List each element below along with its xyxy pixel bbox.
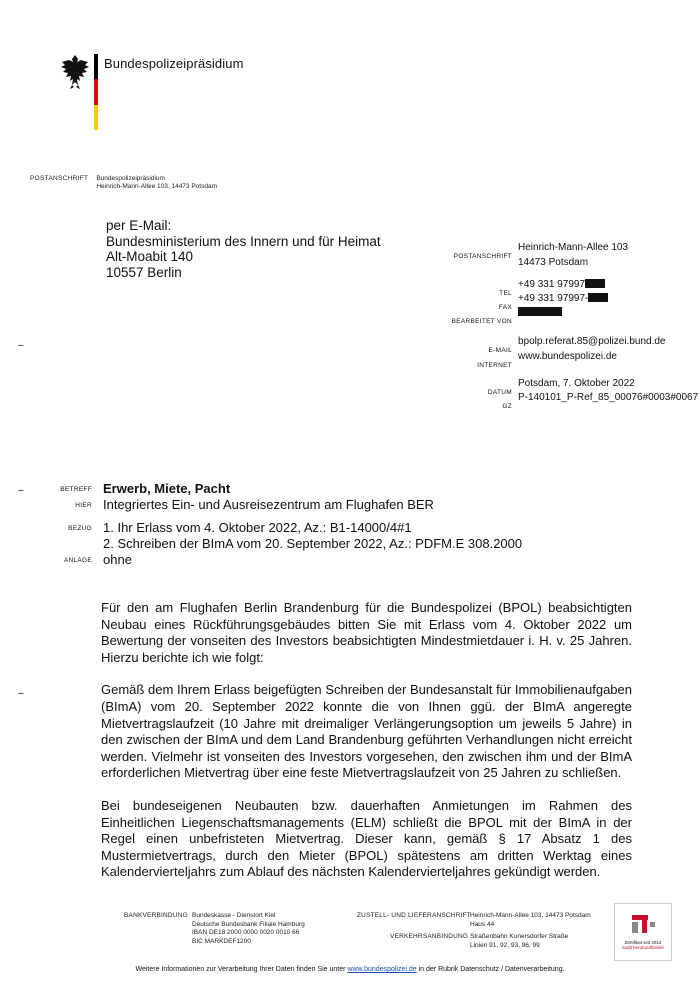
org-name: Bundespolizeipräsidium [104, 56, 244, 71]
bezug-item-1: 1. Ihr Erlass vom 4. Oktober 2022, Az.: B1-14000/4#1 [103, 520, 412, 535]
info-email-label: E-MAIL [488, 347, 512, 354]
bezug-label: BEZUG [68, 525, 92, 532]
info-datum-value: Potsdam, 7. Oktober 2022 [518, 378, 635, 389]
verkehr-details: Straßenbahn Kunersdorfer Straße Linien 91, 92, 93, 96, 99 [470, 933, 569, 949]
paragraph-2: Gemäß dem Ihrem Erlass beigefügten Schreiben der Bundesanstalt für Immobilienaufgaben (BImA) vom 20. September 2022 konnte die von Ihnen ggü. der BImA angeregte Mietvertragslaufzeit (10 Jahre mit dreimaliger Verlängerungsoption um jeweils 5 Jahre) in den zwischen der BImA und dem Land Brandenburg geführten Verhandlungen nicht erreicht werden. Vielmehr ist vonseiten des Investors vorgesehen, den zwischen ihm und der BImA erforderlichen Mietvertrag über eine feste Mietvertragslaufzeit von 25 Jahren zu schließen. [101, 682, 632, 781]
recipient-line2: Bundesministerium des Innern und für Heimat [106, 233, 381, 249]
fold-mark: – [18, 485, 24, 496]
info-internet-value: www.bundespolizei.de [518, 351, 617, 362]
info-postanschrift-line1: Heinrich-Mann-Allee 103 [518, 242, 629, 253]
zustell-details: Heinrich-Mann-Allee 103, 14473 Potsdam Haus 44 [470, 912, 591, 928]
betreff-label: BETREFF [60, 486, 92, 493]
info-postanschrift-line2: 14473 Potsdam [518, 257, 589, 268]
sender-line [30, 175, 217, 191]
info-gz-value: P-140101_P-Ref_85_00076#0003#0067 [518, 392, 699, 403]
redaction-bar [518, 307, 562, 316]
letter-body [101, 600, 632, 897]
certificate-icon [628, 909, 658, 939]
info-internet-label: INTERNET [477, 362, 512, 369]
federal-eagle-logo [58, 52, 92, 92]
sender-name: Bundespolizeipräsidium [96, 175, 165, 182]
audit-certificate-badge [614, 903, 672, 961]
zustell-label: ZUSTELL- UND LIEFERANSCHRIFT [357, 912, 471, 919]
privacy-link[interactable]: www.bundespolizei.de [347, 966, 417, 973]
info-gz-label: GZ [502, 403, 512, 410]
sender-address: Heinrich-Mann-Allee 103, 14473 Potsdam [96, 183, 217, 190]
cert-line2: audit berufundfamilie [622, 945, 664, 950]
info-bearbeitet-label: BEARBEITET VON [451, 318, 512, 325]
info-bearbeitet-value [518, 307, 562, 318]
bank-label: BANKVERBINDUNG [124, 912, 188, 919]
cert-line1: Zertifikat seit 2014 [624, 940, 662, 945]
recipient-line3: Alt-Moabit 140 [106, 249, 194, 265]
recipient-line1: per E-Mail: [106, 218, 172, 233]
paragraph-1: Für den am Flughafen Berlin Brandenburg für die Bundespolizei (BPOL) beabsichtigten Neubau eines Rückführungsgebäudes bitten Sie mit Erlass vom 4. Oktober 2022 um Bewertung der vonseiten des Investors beabsichtigten Mindestmietdauer i. H. v. 25 Jahren. Hierzu berichte ich wie folgt: [101, 600, 632, 665]
info-fax-value: +49 331 97997- [518, 293, 608, 304]
redaction-bar [585, 279, 605, 288]
info-tel-label: TEL [499, 290, 512, 297]
fold-mark: – [18, 340, 24, 351]
german-flag-bar [94, 54, 98, 130]
info-tel-value: +49 331 97997 [518, 279, 605, 290]
fold-mark: – [18, 688, 24, 699]
info-email-value: bpolp.referat.85@polizei.bund.de [518, 336, 666, 347]
privacy-note: Weitere Informationen zur Verarbeitung Ihrer Daten finden Sie unter www.bundespolizei.de in der Rubrik Datenschutz / Datenverarbeitung. [135, 966, 565, 973]
sender-label: POSTANSCHRIFT [30, 175, 89, 182]
anlage-label: ANLAGE [63, 557, 92, 564]
paragraph-3: Bei bundeseigenen Neubauten bzw. dauerhaften Anmietungen im Rahmen des Einheitlichen Liegenschaftsmanagements (ELM) schließt die BPOL mit der BImA in der Regel einen unbefristeten Mietvertrag. Dieser kann, gemäß § 17 Absatz 1 des Mustermietvertrags, durch den Mieter (BPOL) spätestens am dritten Werktag eines Kalendervierteljahrs zum Ablauf des nächsten Kalendervierteljahres gekündigt werden. [101, 797, 632, 880]
anlage-value: ohne [103, 552, 132, 567]
hier-value: Integriertes Ein- und Ausreisezentrum am Flughafen BER [103, 497, 434, 512]
bezug-item-2: 2. Schreiben der BImA vom 20. September 2022, Az.: PDFM.E 308.2000 [103, 536, 523, 551]
recipient-line4: 10557 Berlin [106, 264, 182, 280]
hier-label: HIER [75, 502, 92, 509]
info-postanschrift-label: POSTANSCHRIFT [453, 253, 512, 260]
bank-details: Bundeskasse - Dienstort Kiel Deutsche Bundesbank Filiale Hamburg IBAN DE18 2000 0000 0020 0010 66 BIC MARKDEF1200 [192, 912, 305, 945]
info-fax-label: FAX [498, 304, 512, 311]
info-datum-label: DATUM [487, 389, 512, 396]
redaction-bar [588, 293, 608, 302]
verkehr-label: VERKEHRSANBINDUNG [390, 933, 469, 940]
betreff-value: Erwerb, Miete, Pacht [103, 481, 231, 496]
